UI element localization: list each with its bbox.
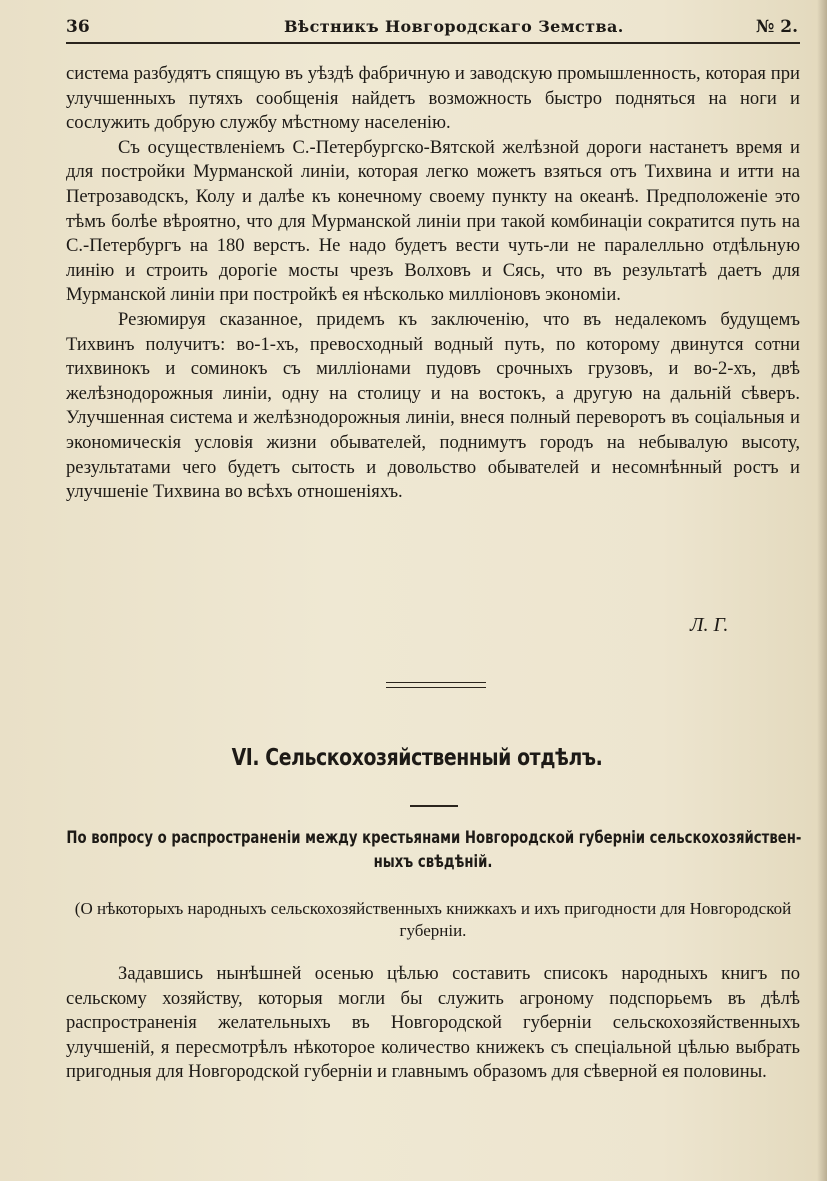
paragraph-opening: Задавшись нынѣшней осенью цѣлью составить списокъ народныхъ книгъ по сельскому хозяйству, которыя могли бы служить агроному подспорьемъ въ дѣлѣ распространенія желательныхъ въ Новгородской губерніи сельскохозяйственныхъ улучшеній, я пересмотрѣлъ нѣкоторое количество книжекъ съ спеціальной цѣлью выбрать пригодныя для Новгородской губерніи и главнымъ образомъ для сѣверной ея половины. bbox=[66, 963, 800, 1083]
paragraph-murmansk-line: Съ осуществленіемъ С.-Петербургско-Вятской желѣзной дороги настанетъ время и для постройки Мурманской линіи, которая легко можетъ взяться отъ Тихвина и итти на Петрозаводскъ, Колу и далѣе къ конечному своему пункту на океанѣ. Предположеніе это тѣмъ болѣе вѣроятно, что для Мурманской линіи при такой комбинаціи сократится путь на С.-Петербургъ на 180 верстъ. Не надо будетъ вести чуть-ли не паралелльно отдѣльную линію и строить дорогіе мосты чрезъ Волховъ и Сясь, что въ результатѣ даетъ для Мурманской линіи при постройкѣ ея нѣсколько милліоновъ экономіи. bbox=[66, 136, 800, 306]
article-title-line-2: ныхъ свѣдѣній. bbox=[373, 852, 493, 872]
page-number: 36 bbox=[66, 17, 90, 37]
issue-number: № 2. bbox=[755, 17, 798, 37]
running-header bbox=[66, 14, 800, 44]
heading-rule bbox=[410, 805, 458, 807]
article-title bbox=[66, 826, 802, 874]
article-ending bbox=[66, 62, 800, 505]
paragraph-conclusion: Резюмируя сказанное, придемъ къ заключенію, что въ недалекомъ будущемъ Тихвинъ получитъ: во-1-хъ, превосходный водный путь, по которому двинутся сотни тихвинокъ и соминокъ съ милліонами пудовъ срочныхъ грузовъ, и во-2-хъ, двѣ желѣзнодорожныя линіи, одну на столицу и на востокъ, а другую на дальній сѣверъ. Улучшенная система и желѣзнодорожныя линіи, внеся полный переворотъ въ соціальныя и экономическія условія жизни обывателей, поднимутъ городъ на небывалую высоту, результатами чего будетъ сытость и довольство обывателей и несомнѣнный ростъ и улучшеніе Тихвина во всѣхъ отношеніяхъ. bbox=[66, 308, 800, 503]
article-subtitle: (О нѣкоторыхъ народныхъ сельскохозяйственныхъ книжкахъ и ихъ пригодности для Новгородской губерніи. bbox=[74, 899, 792, 940]
section-heading: VI. Сельскохозяйственный отдѣлъ. bbox=[231, 745, 603, 771]
author-signature: Л. Г. bbox=[690, 614, 729, 636]
section-divider bbox=[386, 682, 486, 688]
journal-title: Вѣстникъ Новгородскаго Земства. bbox=[284, 17, 624, 36]
article-title-line-1: По вопросу о распространеніи между крестьянами Новгородской губерніи сельскохозяйствен- bbox=[66, 828, 802, 848]
article-body bbox=[66, 962, 800, 1085]
page-edge-shadow bbox=[817, 0, 827, 1181]
paragraph-continuation: система разбудятъ спящую въ уѣздѣ фабричную и заводскую промышленность, которая при улучшенныхъ путяхъ сообщенія найдетъ возможность быстро подняться на ноги и сослужить добрую службу мѣстному населенію. bbox=[66, 63, 800, 134]
